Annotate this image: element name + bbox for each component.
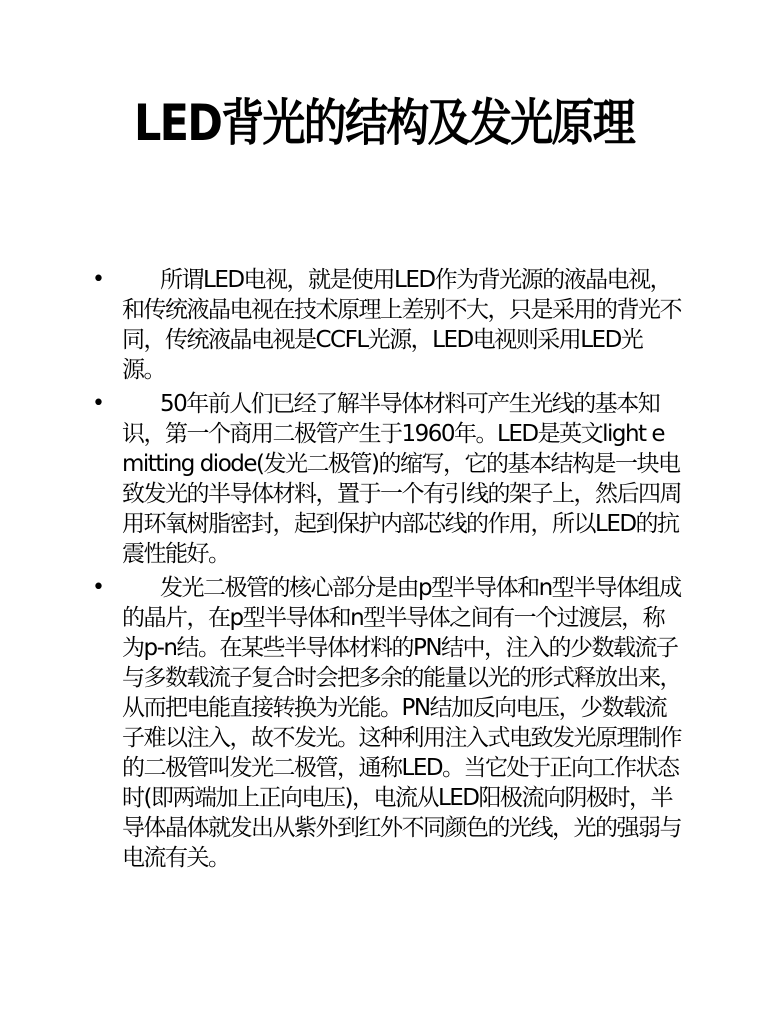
bullet-item <box>92 389 682 569</box>
slide-title: LED背光的结构及发光原理 <box>133 94 635 152</box>
bullet-icon: • <box>92 267 105 292</box>
bullet-icon: • <box>92 575 105 600</box>
bullet-item <box>92 573 682 873</box>
bullet-text: 所谓LED电视，就是使用LED作为背光源的液晶电视，和传统液晶电视在技术原理上差别不大，只是采用的背光不同，传统液晶电视是CCFL光源，LED电视则采用LED光源。 <box>122 267 681 383</box>
bullet-list <box>92 265 682 877</box>
bullet-item <box>92 265 682 385</box>
bullet-icon: • <box>92 391 105 416</box>
bullet-text: 50年前人们已经了解半导体材料可产生光线的基本知识，第一个商用二极管产生于1960年。LED是英文light emitting diode(发光二极管)的缩写，它的基本结构是一块电致发光的半导体材料，置于一个有引线的架子上，然后四周用环氧树脂密封，起到保护内部芯线的作用，所以LED的抗震性能好。 <box>122 391 681 567</box>
bullet-text: 发光二极管的核心部分是由p型半导体和n型半导体组成的晶片，在p型半导体和n型半导体之间有一个过渡层，称为p-n结。在某些半导体材料的PN结中，注入的少数载流子与多数载流子复合时会把多余的能量以光的形式释放出来，从而把电能直接转换为光能。PN结加反向电压，少数载流子难以注入，故不发光。这种利用注入式电致发光原理制作的二极管叫发光二极管，通称LED。当它处于正向工作状态时(即两端加上正向电压)，电流从LED阳极流向阴极时，半导体晶体就发出从紫外到红外不同颜色的光线，光的强弱与电流有关。 <box>122 575 681 871</box>
